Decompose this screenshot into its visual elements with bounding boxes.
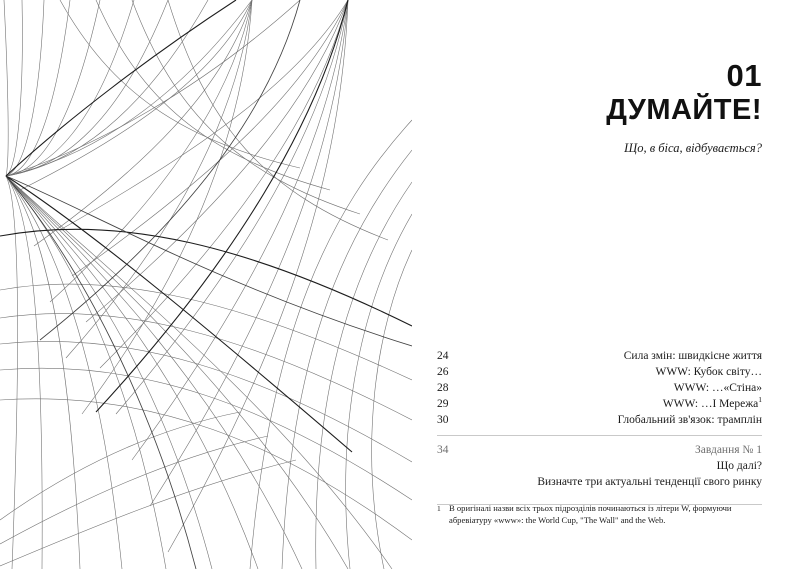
toc-entry-label: WWW: Кубок світу… (655, 366, 762, 378)
toc-entry[interactable] (437, 364, 762, 380)
toc-entry[interactable] (437, 412, 762, 428)
toc-page-number: 29 (437, 398, 449, 410)
toc-entry-label: Що далі? (716, 460, 762, 472)
footnote-text: В оригіналі назви всіх трьох підрозділів починаються із літери W, формуючи абревіатуру «www»: the World Cup, "The Wall" and the Web. (449, 503, 732, 525)
toc-page-number: 26 (437, 366, 449, 378)
chapter-subtitle: Що, в біса, відбувається? (624, 141, 762, 155)
toc-entry[interactable] (437, 348, 762, 364)
toc-entry[interactable] (437, 380, 762, 396)
table-of-contents (437, 348, 762, 490)
footnote-marker: 1 (437, 504, 441, 513)
toc-entry-secondary[interactable] (437, 474, 762, 490)
footnote (437, 503, 762, 526)
toc-page-number: 24 (437, 350, 449, 362)
toc-entry-label (485, 396, 762, 412)
toc-page-number: 34 (437, 444, 449, 456)
toc-divider (437, 435, 762, 436)
chapter-title: ДУМАЙТЕ! (606, 94, 762, 126)
toc-entry-label: Визначте три актуальні тенденції свого ринку (537, 476, 762, 488)
toc-entry[interactable] (437, 396, 762, 412)
toc-entry-label: Завдання № 1 (694, 444, 762, 456)
toc-entry-label: Сила змін: швидкісне життя (623, 350, 762, 362)
toc-page-number: 28 (437, 382, 449, 394)
toc-entry-secondary[interactable] (437, 458, 762, 474)
toc-entry-text: WWW: …І Мережа (662, 398, 759, 410)
footnote-reference[interactable]: 1 (758, 395, 762, 405)
toc-entry-secondary[interactable] (437, 442, 762, 458)
toc-page-number: 30 (437, 414, 449, 426)
toc-entry-label: Глобальний зв'язок: трамплін (617, 414, 762, 426)
toc-entry-label: WWW: …«Стіна» (673, 382, 762, 394)
right-page (413, 0, 800, 569)
chapter-number: 01 (726, 58, 762, 93)
